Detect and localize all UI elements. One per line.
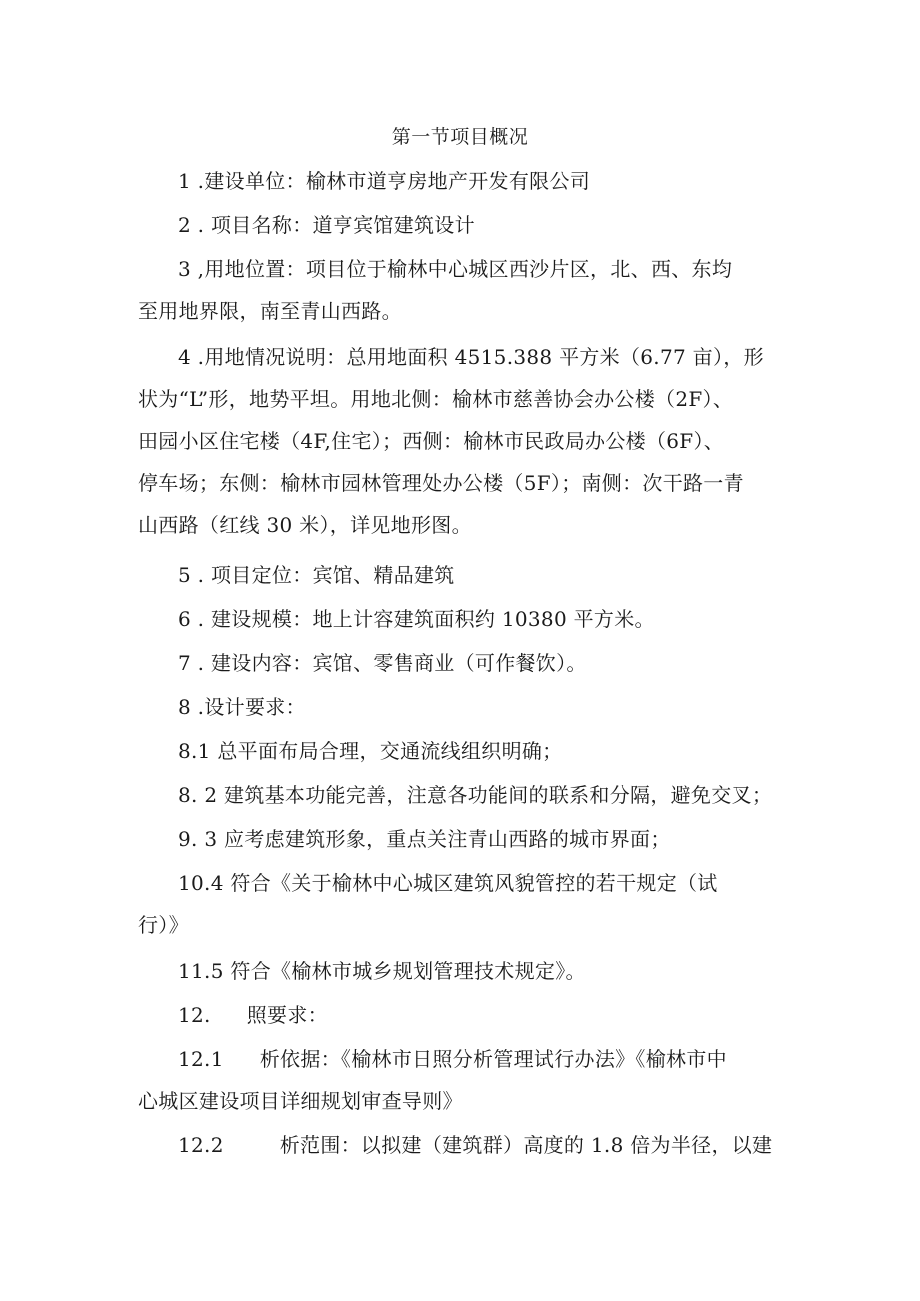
item-4-site-description: 4 .用地情况说明：总用地面积 4515.388 平方米（6.77 亩），形 [178, 345, 764, 369]
item-12-1-cont: 心城区建设项目详细规划审查导则》 [138, 1089, 463, 1113]
item-5-positioning: 5 . 项目定位：宾馆、精品建筑 [178, 563, 455, 587]
item-11-5: 11.5 符合《榆林市城乡规划管理技术规定》。 [178, 959, 586, 983]
item-12-1 [178, 1044, 838, 1074]
item-9-3: 9. 3 应考虑建筑形象，重点关注青山西路的城市界面； [178, 827, 671, 851]
item-2-project-name: 2 . 项目名称：道亨宾馆建筑设计 [178, 213, 475, 237]
section-title: 第一节项目概况 [391, 126, 529, 148]
item-8-2: 8. 2 建筑基本功能完善，注意各功能间的联系和分隔，避免交叉； [178, 783, 773, 807]
item-3-site-location-cont: 至用地界限，南至青山西路。 [138, 299, 402, 323]
item-12-2-text: 析范围：以拟建（建筑群）高度的 1.8 倍为半径，以建 [279, 1133, 773, 1157]
item-4-site-description-cont-2: 田园小区住宅楼（4F,住宅）；西侧：榆林市民政局办公楼（6F）、 [138, 429, 725, 453]
item-10-4: 10.4 符合《关于榆林中心城区建筑风貌管控的若干规定（试 [178, 871, 718, 895]
item-12-number: 12. [178, 1003, 211, 1027]
item-12-2-number: 12.2 [178, 1133, 224, 1157]
item-12 [178, 1000, 838, 1030]
item-6-scale: 6 . 建设规模：地上计容建筑面积约 10380 平方米。 [178, 607, 655, 631]
item-4-site-description-cont-1: 状为“L”形，地势平坦。用地北侧：榆林市慈善协会办公楼（2F）、 [138, 387, 734, 411]
item-12-1-number: 12.1 [178, 1047, 224, 1071]
item-4-site-description-cont-3: 停车场；东侧：榆林市园林管理处办公楼（5F）；南侧：次干路一青 [138, 471, 744, 495]
item-12-1-text: 析依据：《榆林市日照分析管理试行办法》《榆林市中 [259, 1047, 727, 1071]
item-7-content: 7 . 建设内容：宾馆、零售商业（可作餐饮）。 [178, 651, 587, 675]
item-8-design-requirements: 8 .设计要求： [178, 695, 306, 719]
item-1-construction-unit: 1 .建设单位：榆林市道亨房地产开发有限公司 [178, 169, 591, 193]
item-12-2 [178, 1130, 838, 1160]
item-3-site-location: 3 ,用地位置：项目位于榆林中心城区西沙片区，北、西、东均 [178, 257, 733, 281]
item-4-site-description-cont-4: 山西路（红线 30 米），详见地形图。 [138, 513, 472, 537]
item-12-text: 照要求： [246, 1003, 328, 1027]
item-10-4-cont: 行）》 [138, 913, 189, 937]
item-8-1: 8.1 总平面布局合理，交通流线组织明确； [178, 739, 563, 763]
